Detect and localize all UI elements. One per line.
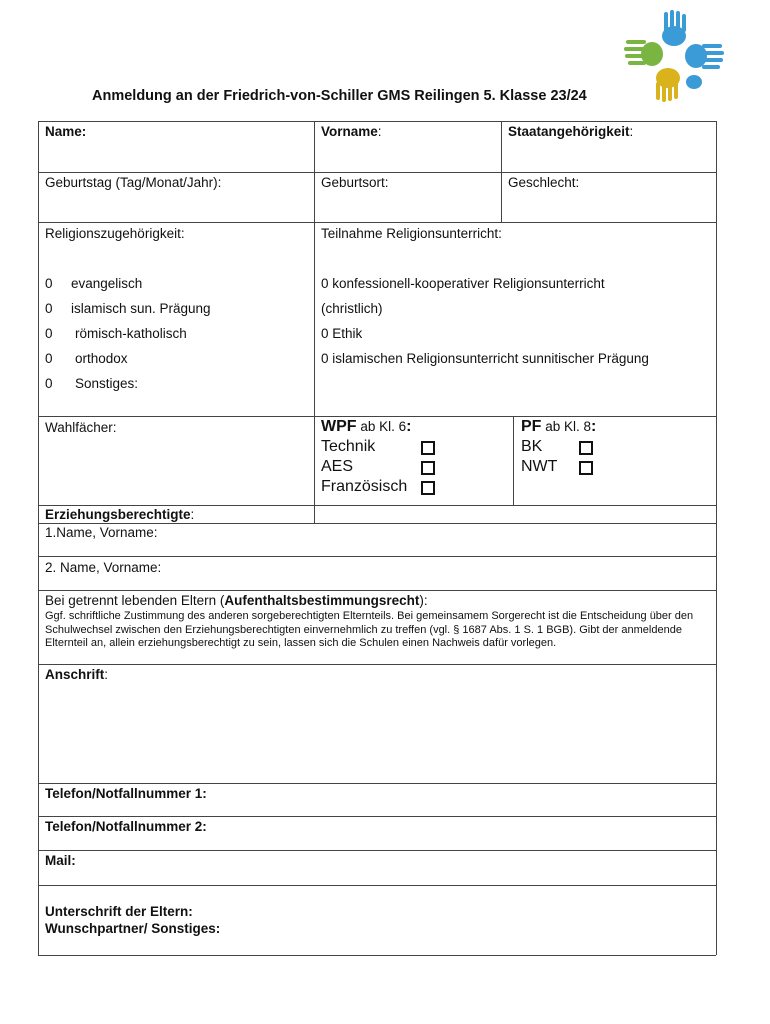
page-title: Anmeldung an der Friedrich-von-Schiller GMS Reilingen 5. Klasse 23/24 (92, 88, 587, 104)
mail-label: Mail: (45, 853, 76, 868)
religion-option-evangelisch[interactable]: 0 evangelisch (45, 276, 143, 291)
guardian1-name-label: 1.Name, Vorname: (45, 525, 158, 540)
wpf-heading: WPF ab Kl. 6: (321, 418, 412, 435)
teilnahme-option-ethik[interactable]: 0 Ethik (321, 326, 363, 341)
teilnahme-option-islamisch[interactable]: 0 islamischen Religionsunterricht sunnitischer Prägung (321, 351, 649, 366)
wpf-item-aes: AES (321, 458, 354, 475)
erziehungsberechtigte-label: Erziehungsberechtigte: (45, 507, 195, 522)
telefon2-label: Telefon/Notfallnummer 2: (45, 819, 207, 834)
wpf-item-technik: Technik (321, 438, 376, 455)
geburtstag-label: Geburtstag (Tag/Monat/Jahr): (45, 175, 222, 190)
religion-option-katholisch[interactable]: 0 römisch-katholisch (45, 326, 187, 341)
wunschpartner-label: Wunschpartner/ Sonstiges: (45, 921, 221, 936)
pf-item-nwt: NWT (521, 458, 558, 475)
teilnahme-label: Teilnahme Religionsunterricht: (321, 226, 502, 241)
geschlecht-label: Geschlecht: (508, 175, 580, 190)
wahlfaecher-label: Wahlfächer: (45, 420, 117, 435)
getrennt-label: Bei getrennt lebenden Eltern (Aufenthaltsbestimmungsrecht): (45, 593, 428, 608)
guardian2-name-label: 2. Name, Vorname: (45, 560, 162, 575)
name-label: Name: (45, 124, 87, 139)
wpf-franzoesisch-checkbox[interactable] (421, 481, 435, 495)
pf-item-bk: BK (521, 438, 543, 455)
religion-option-islamisch[interactable]: 0 islamisch sun. Prägung (45, 301, 211, 316)
unterschrift-label: Unterschrift der Eltern: (45, 904, 193, 919)
teilnahme-option-kooperativ[interactable]: 0 konfessionell-kooperativer Religionsunterricht (321, 276, 605, 291)
pf-bk-checkbox[interactable] (579, 441, 593, 455)
wpf-technik-checkbox[interactable] (421, 441, 435, 455)
religion-option-sonstiges[interactable]: 0 Sonstiges: (45, 376, 139, 391)
geburtsort-label: Geburtsort: (321, 175, 389, 190)
anschrift-label: Anschrift: (45, 667, 109, 682)
sorgerecht-note: Ggf. schriftliche Zustimmung des anderen sorgeberechtigten Elternteils. Bei gemeinsamem Sorgerecht ist die Entscheidung über den Schulwechsel zwischen den Erziehungsberechtigten einvernehmlich zu treffen (vgl. § 1687 Abs. 1 S. 1 BGB). Gibt der anmeldende Elternteil an, allein erziehungsberechtigt zu sein, lassen sich die Schulen einen Nachweis dafür vorlegen. (45, 610, 694, 650)
wpf-item-franzoesisch: Französisch (321, 478, 408, 495)
vorname-label: Vorname: (321, 124, 382, 139)
staatsangehoerigkeit-label: Staatangehörigkeit: (508, 124, 634, 139)
religion-option-orthodox[interactable]: 0 orthodox (45, 351, 128, 366)
religion-label: Religionszugehörigkeit: (45, 226, 185, 241)
teilnahme-option-christlich: (christlich) (321, 301, 383, 316)
pf-heading: PF ab Kl. 8: (521, 418, 597, 435)
colored-hands-logo-icon (622, 10, 726, 102)
wpf-aes-checkbox[interactable] (421, 461, 435, 475)
pf-nwt-checkbox[interactable] (579, 461, 593, 475)
telefon1-label: Telefon/Notfallnummer 1: (45, 786, 207, 801)
